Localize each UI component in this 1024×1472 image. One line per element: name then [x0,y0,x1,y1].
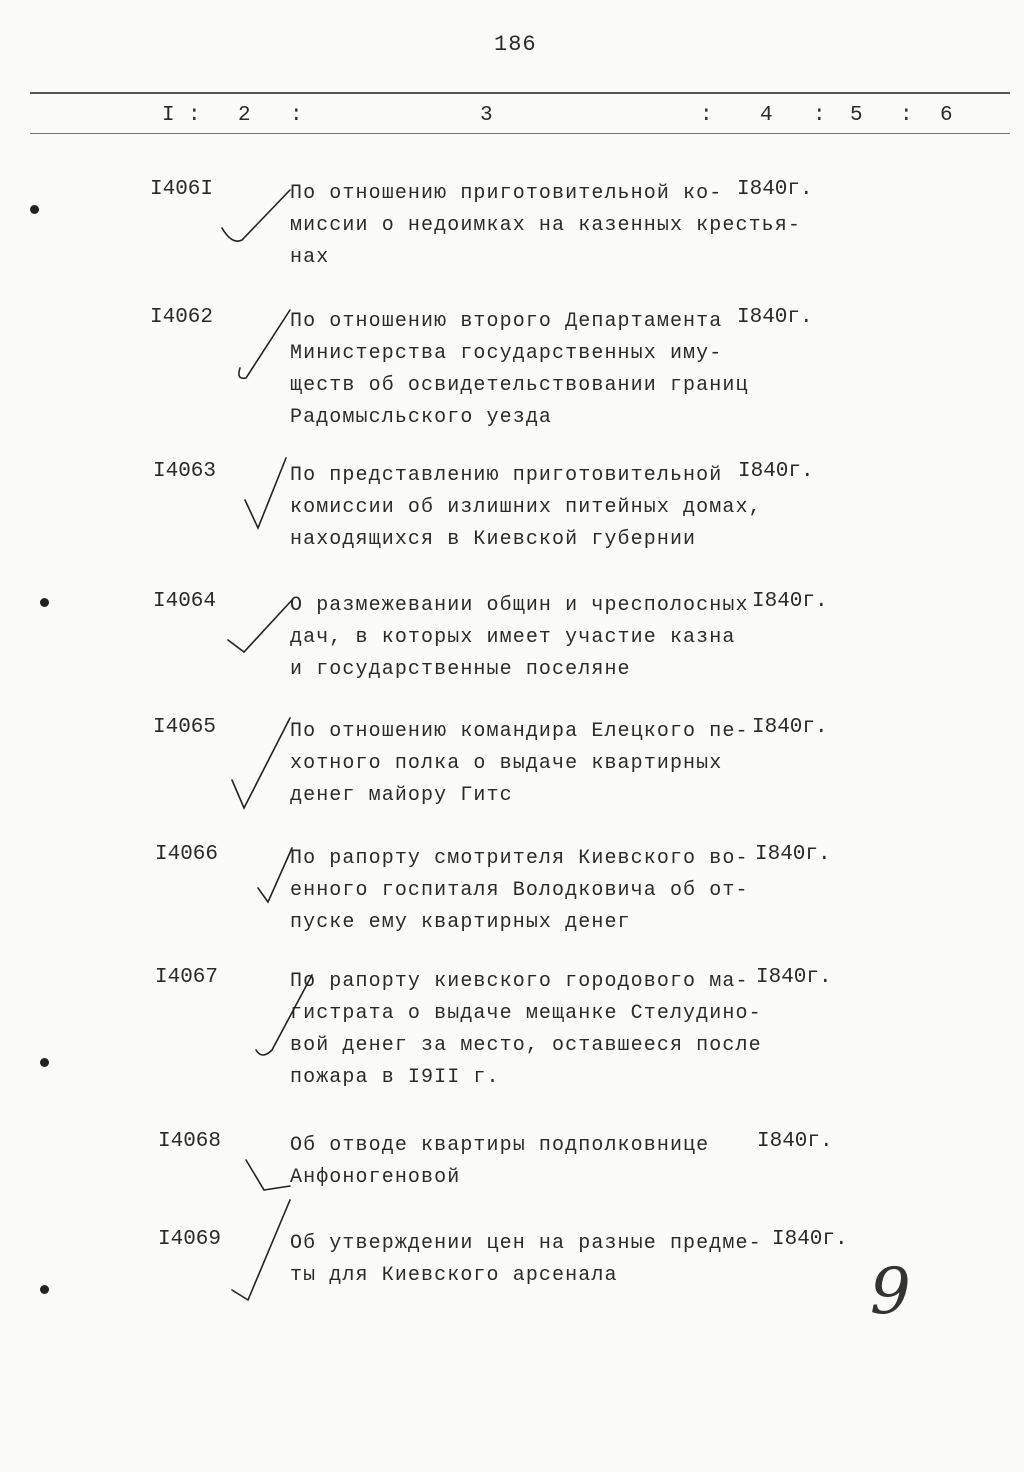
column-separator: : [700,104,713,127]
page-number: 186 [494,32,537,57]
entry-description-line: хотного полка о выдаче квартирных [290,752,723,775]
entry-description-line: Об утверждении цен на разные предме- [290,1232,762,1255]
entry-description-line: и государственные поселяне [290,658,631,681]
entry-description-line: Министерства государственных иму- [290,342,723,365]
entry-year: I840г. [755,843,831,866]
column-header: 5 [850,104,863,127]
entry-description-line: пожара в I9II г. [290,1066,500,1089]
entry-description-line: Об отводе квартиры подполковнице [290,1134,710,1157]
entry-description-line: гистрата о выдаче мещанке Стелудино- [290,1002,762,1025]
check-mark-icon [232,1200,290,1300]
entry-description-line: По рапорту смотрителя Киевского во- [290,847,749,870]
check-mark-icon [258,848,292,902]
entry-number: I4062 [150,306,214,329]
check-mark-icon [239,310,290,378]
check-mark-icon [256,975,312,1055]
check-mark-icon [245,458,286,528]
entry-year: I840г. [752,716,828,739]
check-mark-icon [232,718,290,808]
entry-description-line: нах [290,246,330,269]
column-separator: : [900,104,913,127]
entry-number: I4067 [155,966,219,989]
column-header: 6 [940,104,953,127]
entry-year: I840г. [772,1228,848,1251]
entry-description-line: Анфоногеновой [290,1166,461,1189]
entry-description-line: Радомысльского уезда [290,406,553,429]
entry-description-line: находящихся в Киевской губернии [290,528,697,551]
entry-description-line: По представлению приготовительной [290,464,723,487]
entry-description-line: пуске ему квартирных денег [290,911,631,934]
check-mark-icon [246,1160,290,1190]
entry-description-line: По отношению второго Департамента [290,310,723,333]
entry-year: I840г. [738,460,814,483]
entry-year: I840г. [757,1130,833,1153]
entry-year: I840г. [737,306,813,329]
entry-description-line: По отношению командира Елецкого пе- [290,720,749,743]
check-mark-icon [222,190,290,241]
entry-description-line: О размежевании общин и чресполосных [290,594,749,617]
entry-description-line: ществ об освидетельствовании границ [290,374,749,397]
entry-description-line: По рапорту киевского городового ма- [290,970,749,993]
column-separator: : [290,104,303,127]
entry-description-line: По отношению приготовительной ко- [290,182,723,205]
entry-description-line: енного госпиталя Володковича об от- [290,879,749,902]
entry-number: I4065 [153,716,217,739]
entry-description-line: ты для Киевского арсенала [290,1264,618,1287]
entry-number: I4068 [158,1130,222,1153]
entry-year: I840г. [752,590,828,613]
entry-description-line: миссии о недоимках на казенных крестья- [290,214,801,237]
entry-description-line: денег майору Гитс [290,784,513,807]
entry-description-line: дач, в которых имеет участие казна [290,626,736,649]
entry-number: I406I [150,178,214,201]
entry-description-line: комиссии об излишних питейных домах, [290,496,762,519]
entry-year: I840г. [737,178,813,201]
check-mark-icon [228,600,292,652]
column-header: 2 [238,104,251,127]
entry-description-line: вой денег за место, оставшееся после [290,1034,762,1057]
column-header: 4 [760,104,773,127]
entry-number: I4063 [153,460,217,483]
column-header: I [162,104,175,127]
entry-number: I4066 [155,843,219,866]
entry-number: I4069 [158,1228,222,1251]
column-separator: : [813,104,826,127]
entry-number: I4064 [153,590,217,613]
column-separator: : [188,104,201,127]
entry-year: I840г. [756,966,832,989]
handwritten-margin-note: 9 [870,1255,911,1329]
column-header: 3 [480,104,493,127]
